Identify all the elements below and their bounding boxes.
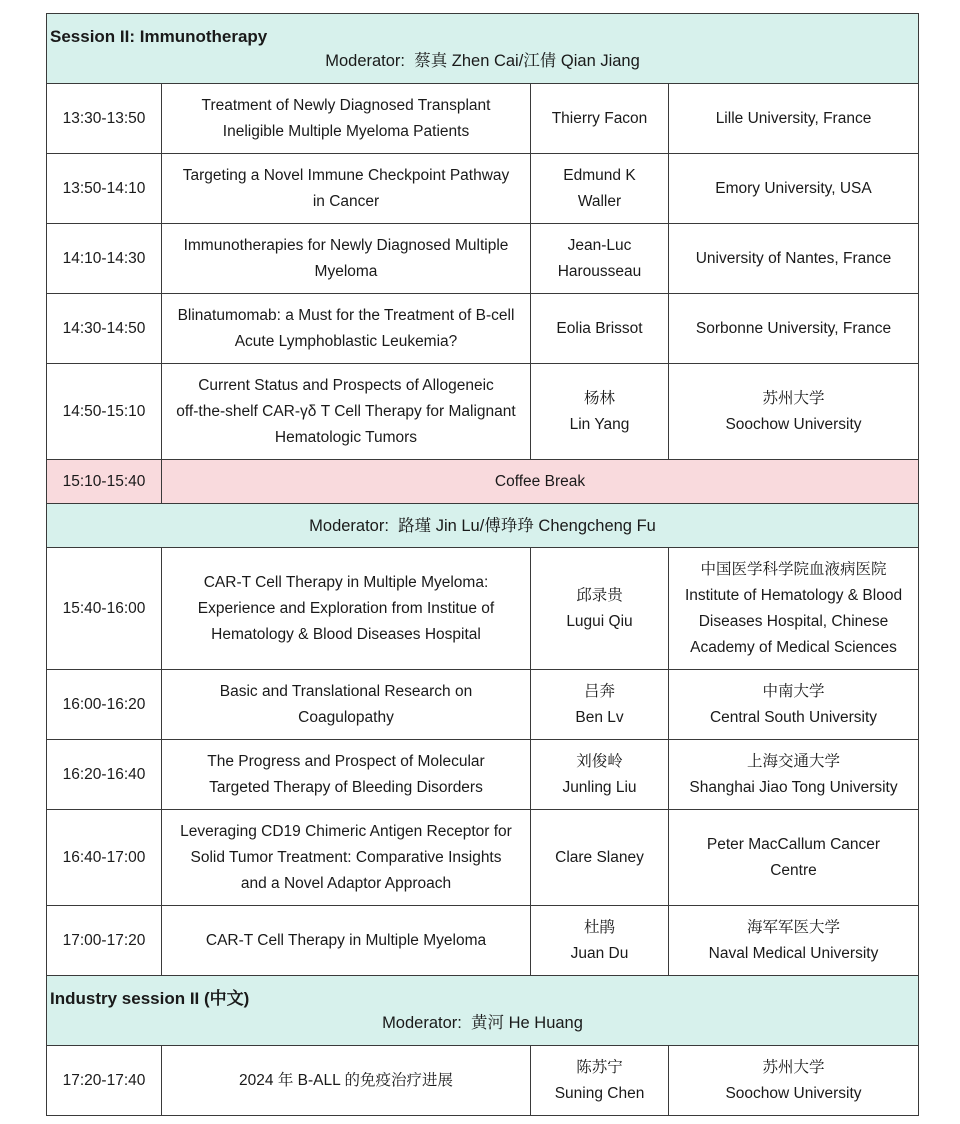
moderator-line (47, 49, 918, 73)
break-time: 15:10-15:40 (47, 460, 162, 504)
break-row (47, 460, 919, 504)
moderator-names: 黄河 He Huang (471, 1013, 583, 1032)
talk-speaker: Jean-Luc Harousseau (531, 224, 669, 294)
talk-speaker: 杜鹃 Juan Du (531, 906, 669, 976)
talk-institution: Lille University, France (669, 84, 919, 154)
program-table (46, 13, 919, 1116)
talk-topic: Leveraging CD19 Chimeric Antigen Receptor for Solid Tumor Treatment: Comparative Insights and a Novel Adaptor Approach (162, 810, 531, 906)
talk-time: 14:30-14:50 (47, 294, 162, 364)
talk-institution: 中南大学 Central South University (669, 670, 919, 740)
talk-time: 14:50-15:10 (47, 364, 162, 460)
talk-institution: 海军军医大学 Naval Medical University (669, 906, 919, 976)
talk-time: 17:00-17:20 (47, 906, 162, 976)
talk-institution: 中国医学科学院血液病医院 Institute of Hematology & Blood Diseases Hospital, Chinese Academy of Medical Sciences (669, 548, 919, 670)
break-label: Coffee Break (162, 460, 919, 504)
moderator-label: Moderator: (382, 1013, 462, 1032)
talk-time: 16:00-16:20 (47, 670, 162, 740)
talk-topic: 2024 年 B-ALL 的免疫治疗进展 (162, 1046, 531, 1116)
talk-topic: Blinatumomab: a Must for the Treatment of B-cell Acute Lymphoblastic Leukemia? (162, 294, 531, 364)
talk-row (47, 1046, 919, 1116)
talk-row (47, 224, 919, 294)
talk-institution: 苏州大学 Soochow University (669, 1046, 919, 1116)
talk-topic: CAR-T Cell Therapy in Multiple Myeloma: Experience and Exploration from Institue of Hematology & Blood Diseases Hospital (162, 548, 531, 670)
session-header (47, 976, 919, 1046)
moderator-line (47, 1011, 918, 1035)
talk-topic: Immunotherapies for Newly Diagnosed Multiple Myeloma (162, 224, 531, 294)
talk-topic: Treatment of Newly Diagnosed Transplant Ineligible Multiple Myeloma Patients (162, 84, 531, 154)
moderator-names: 蔡真 Zhen Cai/江倩 Qian Jiang (414, 51, 640, 70)
talk-institution: Sorbonne University, France (669, 294, 919, 364)
talk-time: 13:50-14:10 (47, 154, 162, 224)
talk-time: 13:30-13:50 (47, 84, 162, 154)
talk-institution: University of Nantes, France (669, 224, 919, 294)
talk-institution: Emory University, USA (669, 154, 919, 224)
talk-time: 17:20-17:40 (47, 1046, 162, 1116)
talk-speaker: Edmund K Waller (531, 154, 669, 224)
talk-institution: 上海交通大学 Shanghai Jiao Tong University (669, 740, 919, 810)
talk-speaker: 刘俊岭 Junling Liu (531, 740, 669, 810)
talk-row (47, 670, 919, 740)
moderator-label: Moderator: (325, 51, 406, 70)
talk-topic: CAR-T Cell Therapy in Multiple Myeloma (162, 906, 531, 976)
talk-topic: Targeting a Novel Immune Checkpoint Pathway in Cancer (162, 154, 531, 224)
talk-row (47, 294, 919, 364)
talk-time: 16:40-17:00 (47, 810, 162, 906)
talk-speaker: 邱录贵 Lugui Qiu (531, 548, 669, 670)
talk-row (47, 364, 919, 460)
talk-time: 14:10-14:30 (47, 224, 162, 294)
talk-row (47, 548, 919, 670)
talk-topic: Basic and Translational Research on Coagulopathy (162, 670, 531, 740)
talk-row (47, 154, 919, 224)
talk-row (47, 810, 919, 906)
talk-row (47, 906, 919, 976)
talk-speaker: Clare Slaney (531, 810, 669, 906)
talk-row (47, 84, 919, 154)
talk-topic: The Progress and Prospect of Molecular Targeted Therapy of Bleeding Disorders (162, 740, 531, 810)
talk-speaker: Eolia Brissot (531, 294, 669, 364)
moderator-header (47, 504, 919, 548)
talk-topic: Current Status and Prospects of Allogeneic off-the-shelf CAR-γδ T Cell Therapy for Malignant Hematologic Tumors (162, 364, 531, 460)
moderator-names: 路瑾 Jin Lu/傅琤琤 Chengcheng Fu (398, 516, 656, 535)
talk-time: 16:20-16:40 (47, 740, 162, 810)
session-title: Session II: Immunotherapy (50, 26, 268, 46)
talk-speaker: 杨林 Lin Yang (531, 364, 669, 460)
talk-speaker: 陈苏宁 Suning Chen (531, 1046, 669, 1116)
session-header (47, 14, 919, 84)
talk-institution: Peter MacCallum Cancer Centre (669, 810, 919, 906)
talk-time: 15:40-16:00 (47, 548, 162, 670)
session-title: Industry session II (中文) (50, 988, 250, 1008)
talk-speaker: Thierry Facon (531, 84, 669, 154)
talk-row (47, 740, 919, 810)
talk-institution: 苏州大学 Soochow University (669, 364, 919, 460)
talk-speaker: 吕奔 Ben Lv (531, 670, 669, 740)
moderator-label: Moderator: (309, 516, 389, 535)
